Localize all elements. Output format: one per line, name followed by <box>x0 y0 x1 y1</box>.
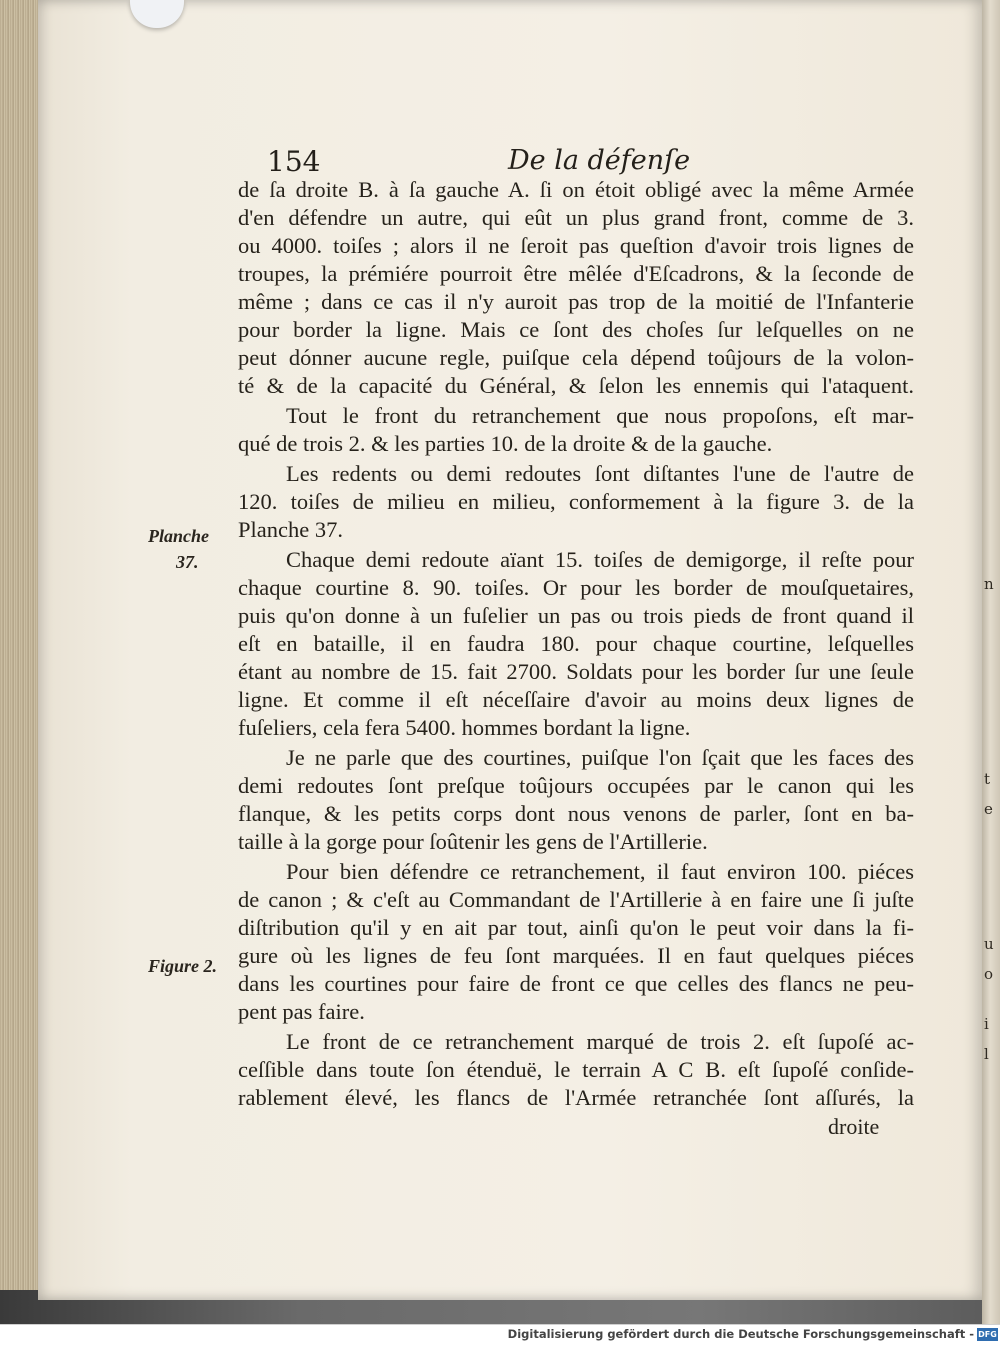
text-line: de ſa droite B. à ſa gauche A. ſi on étoit obligé avec la même Armée <box>238 177 914 202</box>
margin-note-plate-number: 37. <box>176 552 199 572</box>
text-line: té & de la capacité du Général, & ſelon les ennemis qui l'ataquent. <box>238 373 914 398</box>
text-line: Chaque demi redoute aïant 15. toiſes de demigorge, il reſte pour <box>286 547 914 572</box>
page-clip <box>130 0 184 28</box>
text-line: peut dónner aucune regle, puiſque cela dépend toûjours de la volon- <box>238 345 914 370</box>
text-line: qué de trois 2. & les parties 10. de la droite & de la gauche. <box>238 431 773 456</box>
running-title: De la défenſe <box>508 145 691 176</box>
book-page <box>38 0 984 1300</box>
text-line: troupes, la prémiére pourroit être mêlée d'Eſcadrons, & la ſeconde de <box>238 261 914 286</box>
edge-letter: l <box>984 1045 989 1063</box>
text-line: 120. toiſes de milieu en milieu, conformement à la figure 3. de la <box>238 489 914 514</box>
catchword: droite <box>828 1114 880 1139</box>
edge-letter: u <box>984 935 994 953</box>
digitization-footer <box>0 1324 1000 1345</box>
footer-credit: Digitalisierung gefördert durch die Deutsche Forschungsgemeinschaft - <box>507 1327 974 1341</box>
text-line: taille à la gorge pour ſoûtenir les gens de l'Artillerie. <box>238 829 708 854</box>
text-line: de canon ; & c'eſt au Commandant de l'Artillerie à en faire une ſi juſte <box>238 887 914 912</box>
text-line: étant au nombre de 15. fait 2700. Soldats pour les border ſur une ſeule <box>238 659 914 684</box>
margin-note-figure: Figure 2. <box>148 956 218 976</box>
text-line: Tout le front du retranchement que nous propoſons, eſt mar- <box>286 403 914 428</box>
text-line: Pour bien défendre ce retranchement, il faut environ 100. piéces <box>286 859 914 884</box>
text-line: ceſſible dans toute ſon étenduë, le terrain A C B. eſt ſupoſé conſide- <box>238 1057 914 1082</box>
text-line: eſt en bataille, il en faudra 180. pour chaque courtine, leſquelles <box>238 631 914 656</box>
text-line: Le front de ce retranchement marqué de trois 2. eſt ſupoſé ac- <box>286 1029 914 1054</box>
facing-page-edge <box>982 0 1000 1324</box>
text-line: Je ne parle que des courtines, puiſque l'on ſçait que les faces des <box>286 745 914 770</box>
edge-letter: o <box>984 965 994 983</box>
text-line: chaque courtine 8. 90. toiſes. Or pour les border de mouſquetaires, <box>238 575 914 600</box>
text-line: d'en défendre un autre, qui eût un plus grand front, comme de 3. <box>238 205 914 230</box>
text-line: Les redents ou demi redoutes ſont diſtantes l'une de l'autre de <box>286 461 914 486</box>
edge-letter: i <box>984 1015 989 1033</box>
text-line: demi redoutes ſont preſque toûjours occupées par le canon qui les <box>238 773 914 798</box>
text-line: puis qu'on donne à un fuſelier un pas ou trois pieds de front quand il <box>238 603 914 628</box>
text-line: Planche 37. <box>238 517 343 542</box>
page-number: 154 <box>267 145 321 178</box>
text-line: ligne. Et comme il eſt néceſſaire d'avoir au moins deux lignes de <box>238 687 914 712</box>
text-line: même ; dans ce cas il n'y auroit pas trop de la moitié de l'Infanterie <box>238 289 914 314</box>
text-line: dans les courtines pour faire de front ce que celles des flancs ne peu- <box>238 971 914 996</box>
edge-letter: n <box>984 575 994 593</box>
text-line: fuſeliers, cela fera 5400. hommes bordant la ligne. <box>238 715 691 740</box>
text-line: rablement élevé, les flancs de l'Armée retranchée ſont aſſurés, la <box>238 1085 914 1110</box>
text-line: pour border la ligne. Mais ce ſont des choſes ſur leſquelles on ne <box>238 317 914 342</box>
text-line: ou 4000. toiſes ; alors il ne ſeroit pas queſtion d'avoir trois lignes de <box>238 233 914 258</box>
margin-note-planche: Planche <box>148 526 209 546</box>
text-line: diſtribution qu'il y en ait par tout, ainſi qu'on le peut voir dans la fi- <box>238 915 914 940</box>
book-page-edges <box>0 0 41 1290</box>
edge-letter: e <box>984 800 993 818</box>
dfg-logo-icon: DFG <box>978 1330 997 1339</box>
text-line: gure où les lignes de feu ſont marquées. Il en faut quelques piéces <box>238 943 914 968</box>
text-line: pent pas faire. <box>238 999 365 1024</box>
edge-letter: t <box>984 770 991 788</box>
text-line: flanque, & les petits corps dont nous venons de parler, ſont en ba- <box>238 801 914 826</box>
